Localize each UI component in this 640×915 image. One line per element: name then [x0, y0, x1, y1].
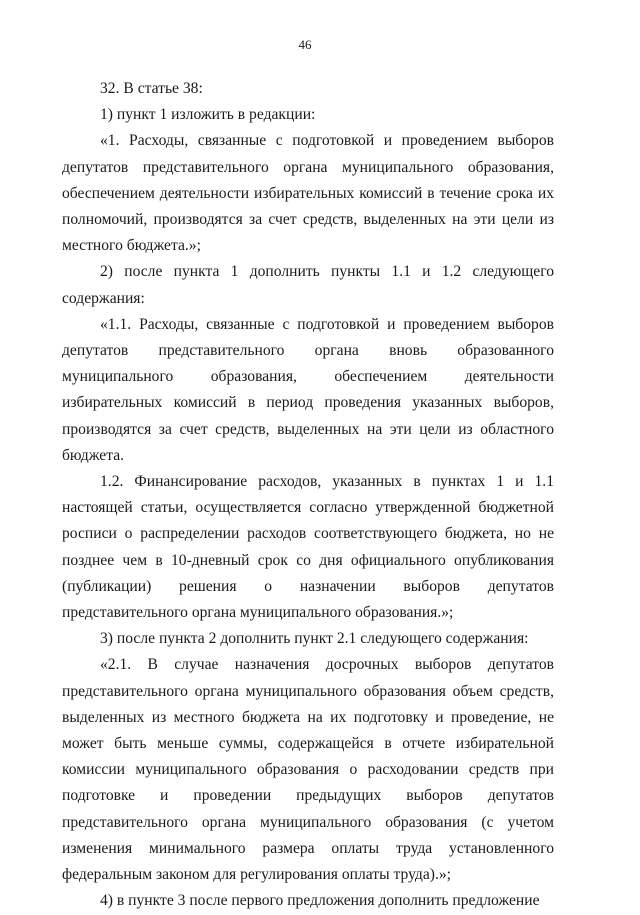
paragraph-quote-1: «1. Расходы, связанные с подготовкой и проведением выборов депутатов представительного органа муниципального образования, обеспечением деятельности избирательных комиссий в течение срока их полномочий, производятся за счет средств, выделенных на эти цели из местного бюджета.»;	[62, 132, 554, 255]
page-number: 46	[298, 37, 312, 52]
paragraph-quote-2-1: «2.1. В случае назначения досрочных выборов депутатов представительного органа муниципального образования объем средств, выделенных из местного бюджета на их подготовку и проведение, не может быть меньше суммы, содержащейся в отчете избирательной комиссии муниципального образования о расходовании средств при подготовке и проведении предыдущих выборов депутатов представительного органа муниципального образования (с учетом изменения минимального размера оплаты труда установленного федеральным законом для регулирования оплаты труда).»;	[62, 656, 554, 884]
paragraph-quote-1-2: 1.2. Финансирование расходов, указанных в пунктах 1 и 1.1 настоящей статьи, осуществляется согласно утвержденной бюджетной росписи о распределении расходов соответствующего бюджета, но не позднее чем в 10-дневный срок со дня официального опубликования (публикации) решения о назначении выборов депутатов представительного органа муниципального образования.»;	[62, 473, 554, 622]
paragraph-item-3: 3) после пункта 2 дополнить пункт 2.1 следующего содержания:	[100, 630, 529, 648]
paragraph-quote-1-1: «1.1. Расходы, связанные с подготовкой и проведением выборов депутатов представительного органа вновь образованного муниципального образования, обеспечением деятельности избирательных комиссий в период проведения указанных выборов, производятся за счет средств, выделенных на эти цели из областного бюджета.	[62, 315, 554, 464]
paragraph-item-4: 4) в пункте 3 после первого предложения дополнить предложение	[100, 892, 540, 910]
document-body	[62, 76, 554, 915]
paragraph-item-1: 1) пункт 1 изложить в редакции:	[100, 106, 316, 124]
paragraph-item-2: 2) после пункта 1 дополнить пункты 1.1 и 1.2 следующего содержания:	[62, 263, 554, 307]
paragraph-article-heading: 32. В статье 38:	[100, 80, 203, 97]
